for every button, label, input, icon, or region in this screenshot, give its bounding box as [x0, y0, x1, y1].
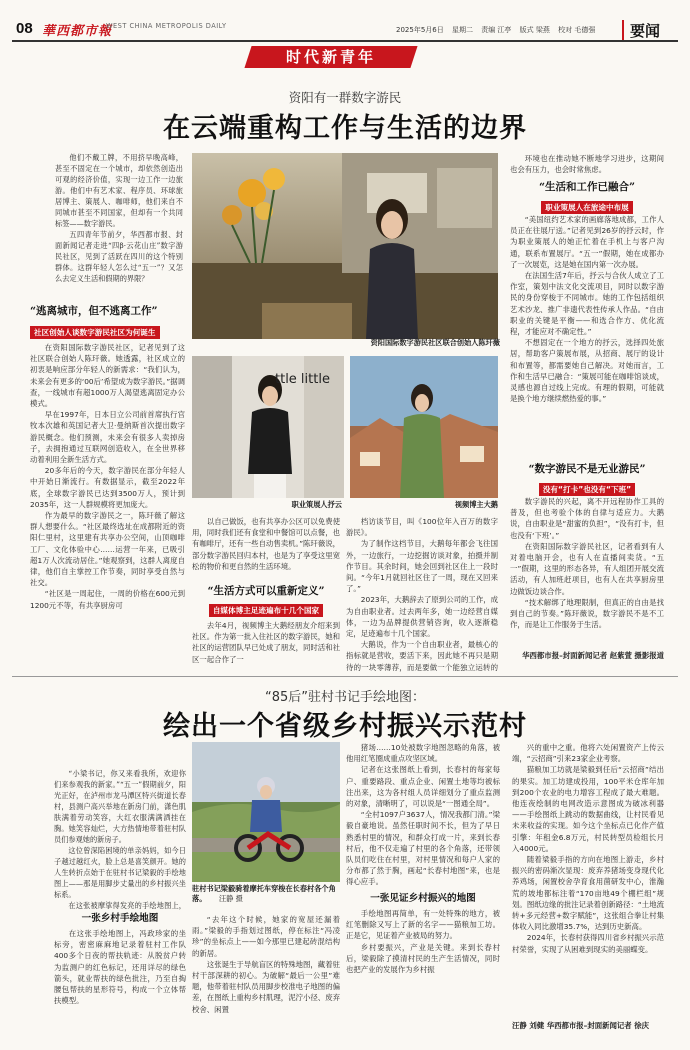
- paragraph: “社区是一周起住，一周的价格在600元到1200元不等，有共享厨房可: [30, 589, 185, 610]
- story1-lead: [55, 152, 183, 304]
- paragraph: 以自己做饭，也有共享办公区可以免费使用，同时我们还有食堂和中餐馆可以点餐，也有咖啡厅，还有一些自动售卖机。”陈玕薇说，部分数字游民回归本村，也是为了享受这里宽松的物价和更自然的生活环境。: [192, 517, 340, 571]
- curator-photo-sign: ttle little: [275, 372, 330, 387]
- story2-column-3-cont: [346, 908, 500, 1040]
- paragraph: 去年4月，视频博主大鹅经朋友介绍来到社区。作为第一批入住社区的数字游民，她和社区的运营团队早已处成了朋友，同时活和社区一起合作了一: [192, 621, 340, 664]
- paragraph: 环境也在推动她不断地学习进步，这期间也会有压力，也会时常焦虑。: [510, 154, 664, 175]
- story1-main-photo: [192, 153, 498, 339]
- editor-credit: 责编 江亭: [481, 26, 512, 34]
- story2-subhead-1: 一张乡村手绘地图: [81, 913, 159, 924]
- story1-tag-2-text: 自媒体博主足迹遍布十几个国家: [209, 604, 323, 617]
- story1-tag-4: [510, 477, 664, 496]
- paragraph: 档访谈节目，叫《100位年入百万的数字游民》。: [346, 517, 498, 538]
- story1-column-4-end: [510, 496, 664, 648]
- paragraph: 不想固定在一个地方的抒云，选择四处旅居，帮助客户策展布展，从招商、展厅的设计和布置等，都需要她自己解决。对她而言，工作和生活早已融合：“策展可能在咖啡馆谈成，灵感也源自过线上完成。有理的假期，可能就是换个地方继续燃热爱的事。”: [510, 338, 664, 404]
- story2-photo-caption: [192, 884, 340, 904]
- story2-photo-illustration: [192, 742, 340, 882]
- story1-column-1: [30, 342, 185, 672]
- issue-weekday: 星期二: [451, 26, 473, 34]
- paragraph: 在法国生活7年后，抒云与合伙人成立了工作室，策划中法文化交流项目，同时以数字游民的身份穿梭于不同城市。她的工作包括组织艺术沙龙、推广非遗代表性传承人作品。“自由职业的关键是平衡——和选合作方、优化流程，才能应对不确定性。”: [510, 271, 664, 337]
- paragraph: 手绘地图再简单，有一处特殊的地方，被红笔删除又写上了新的名字——猫粮加工坊。正是它，见证着产业被局的努力。: [346, 909, 500, 941]
- story2-signature: 汪静 刘健 华西都市报–封面新闻记者 徐庆: [512, 1021, 650, 1030]
- story2-subhead-2: 一张见证乡村振兴的地图: [370, 893, 476, 904]
- paragraph: 在资阳国际数字游民社区，记者见到了这社区联合创始人陈玕薇。她透露，社区成立的初衷是响应部分年轻人的新需求：“我们认为，未来会有更多的‘00后’希望成为数字游民。”据调查，一线城市有超1000万人渴望逃离固定办公模式。: [30, 343, 185, 409]
- story2-column-2: [192, 914, 340, 1040]
- issue-date: 2025年5月6日: [396, 26, 444, 34]
- paragraph: “技术解绑了地理限制，但真正的自由是找到自己的节奏。”陈玕薇说，数字游民不是不工作，而是让工作服务于生活。: [510, 597, 664, 630]
- story2-photo: [192, 742, 340, 882]
- main-photo-illustration: [192, 153, 498, 339]
- story1-kicker: 资阳有一群数字游民: [288, 90, 402, 105]
- paragraph: 20多年后的今天，数字游民在部分年轻人中开始日渐流行。有数据显示，截至2022年底，全球数字游民已达到3500万人，预计到2035年，这一人群规模将更加庞大。: [30, 466, 185, 509]
- story2-lead-p1: “小梁书记，你又来看我所，欢迎你们来参观我的新家。”“五一”假期前夕，阳光正好，在泸州市龙马潭区特兴街道长春村，县测户高兴举地在新房门前，潇色肌肤满着劳动笑容，大红衣服满满洒挂在胸。她笑容灿烂，大方热情地带着驻村队员们参观她的新房子。: [54, 769, 186, 844]
- story1-subhead-1: “逃离城市，但不逃离工作”: [30, 305, 158, 317]
- paragraph: 在这张手绘地图上，冯政珍家的坐标旁，密密麻麻地记录着驻村工作队400多个日夜的帮扶轨迹：从脱贫户转为监测户的红色标记，还用详尽的绿色箭头，就业帮扶的绿色批注，乃至自掏腰包帮扶的星形符号，构成一个立体帮扶模型。: [54, 929, 186, 1006]
- story-divider: [12, 676, 678, 677]
- curator-photo-caption: 职业策展人抒云: [291, 500, 342, 509]
- main-photo-caption: 资阳国际数字游民社区联合创始人陈玕薇: [370, 338, 500, 347]
- section-banner: 时代新青年: [285, 48, 376, 66]
- page-number: 08: [16, 20, 33, 37]
- story1-lead-p1: 他们不戴工牌，不用挤早晚高峰，甚至不固定在一个城市，却依然创造出可观的经济价值，实现一边工作一边旅游。他们中有艺术家、程序员、环球旅居博主、策展人、咖啡师，他们来自不同城市甚至不同国家，但却有一个共同标签——数字游民。: [55, 153, 183, 228]
- story2-kicker: “85后”驻村书记手绘地图：: [264, 690, 425, 705]
- story1-column-4-cont: [510, 214, 664, 460]
- story1-column-4: [510, 153, 664, 177]
- blogger-photo-illustration: [350, 356, 498, 498]
- paper-logo: 華西都市報: [42, 24, 113, 39]
- paper-english-name: WEST CHINA METROPOLIS DAILY: [106, 22, 227, 30]
- paragraph: 猪场……10处被数字地图忽略的角落，被他用红笔圈成重点攻坚区域。: [346, 743, 500, 764]
- story1-lead-p2: 五四青年节前夕，华西都市报、封面新闻记者走进“四β·云花山庄”数字游民社区，见到了活跃在四川的这个特别群体。这群年轻人怎么过“五一”？又怎么去定义生活和假期的界限？: [55, 230, 183, 283]
- story2-column-3: [346, 742, 500, 890]
- story1-subhead-3: “生活和工作已融合”: [538, 181, 636, 193]
- story2-lead-p3: 在这张被摩挲得发亮的手绘地图上，: [68, 901, 186, 910]
- story2-column-4: [512, 742, 664, 1018]
- paragraph: 大鹅说，作为一个自由职业者，最核心的指标就是营收，要活下来，因此她不再只是期待的一块零薄荐，而是要做一个能独立运转的: [346, 640, 498, 672]
- story1-column-2: [192, 516, 340, 580]
- story1-tag-4-text: 没有“打卡”也没有“下班”: [539, 483, 635, 496]
- header-rule: [12, 40, 678, 42]
- blogger-photo-caption: 视频博主大鹅: [454, 500, 498, 509]
- paragraph: 早在1997年，日本日立公司前首席执行官牧本次雄和英国记者大卫·曼纳斯首次提出数字游民概念。他们预测，未来会有很多人卖掉房子，去拥抱通过互联网创造收入，在全世界移动着利用全新生活方式。: [30, 410, 185, 465]
- paragraph: “去年这个时候，她家的宽屋还漏着雨。”梁毅的手指划过图纸，停在标注“冯凌珍”的坐标点上——如今那里已建起砖混结构的新居。: [192, 915, 340, 958]
- story1-tag-1: [30, 320, 185, 339]
- story2-lead-p2: 这位曾深陷困境的单亲妈妈，如今日子越过越红火，脸上总是喜笑颜开。她的人生转折点始于在驻村书记梁毅的手绘地图上——那是用脚步丈量出的乡村振兴坐标系。: [54, 846, 186, 899]
- story1-tag-3: [510, 195, 664, 214]
- header-info: [396, 25, 601, 35]
- paragraph: “全村1097户3637人，情况我都门清。”梁毅自豪地说。虽然任职时间不长，但为了早日熟悉村里的情况，和群众打成一片，来到长春村后，他不仅走遍了村里的各个角落，还带领队员们吃住在村里，对村里情况和每户人家的分布都了然于胸，画起“长春村地图”来，也是得心应手。: [346, 810, 500, 887]
- story2-photo-credit: 汪静 摄: [218, 894, 243, 903]
- designer-credit: 版式 梁燕: [519, 26, 550, 34]
- paragraph: 这张诞生于导航盲区的特殊地图，藏着驻村干部深耕的初心。为破解“最后一公里”难题，他带着驻村队员用脚步校准电子地图的偏差，在图纸上重构乡村肌理，泥泞小径、废弃校舍、闲置: [192, 959, 340, 1014]
- story2-column-1: [54, 928, 186, 1040]
- paragraph: 作为最早的数字游民之一，陈玕薇了解这群人想要什么。“社区最终选址在成都附近的资阳仁里村，这里建有共享办公空间，山顶咖啡工厂、文化体验中心……运营一年来，已吸引超1万人次流动居住。”她观察到，这群人离度自律，他们自主掌控工作节奏，同时享受自然与社交。: [30, 511, 185, 588]
- paragraph: 兴的重中之重。他将六处闲置资产上传云端，“云招商”引来23家企业考察。: [512, 743, 664, 764]
- paragraph: 乡村要振兴，产业是关键。来到长春村后，梁毅除了摸清村民的生产生活情况，同时也把产业的发展作为乡村振: [346, 942, 500, 975]
- section-name: 要闻: [622, 20, 660, 41]
- story1-subhead-4: “数字游民不是无业游民”: [528, 463, 646, 475]
- story1-tag-1-text: 社区创始人谈数字游民社区为何诞生: [30, 326, 160, 339]
- paragraph: 猫粮加工坊就是梁毅到任后“云招商”结出的果实。加工坊建成投用，100平米仓库年加到200个农业的电力增容工程成了最大难题。他连夜绘制的电网改造示意图成为破冰利器——手绘图纸上跳动的数据曲线，让村民看见未来收益的实现。如今这个坐标点已化作产值引擎：年租金6.8万元，村民转型员检组长月入4000元。: [512, 765, 664, 853]
- story1-headline: 在云端重构工作与生活的边界: [163, 113, 527, 144]
- story1-photo-blogger: [350, 356, 498, 498]
- story2-lead: [54, 768, 186, 910]
- paragraph: “美国纽约艺术家的画廊落地成都，工作人员正在往展厅送。”记者见到26岁的抒云时，作为职业策展人的她正忙着在手机上与客户沟通，联系布置展厅。“五一”假期，她在成都办了一次展览，这是她在国内第一次办展。: [510, 215, 664, 269]
- story1-column-3: [346, 516, 498, 672]
- story1-column-2-cont: [192, 620, 340, 672]
- proofreader-credit: 校对 毛德强: [558, 26, 596, 34]
- paragraph: 数字游民的兴起，离不开远程协作工具的普及，但也考验个体的自律与适应力。大鹅说，自由职业是“甜蜜的负担”，“没有打卡，但也没有‘下班’。”: [510, 497, 664, 540]
- paragraph: 记者在这张图纸上看到，长春村的每家每户、重要路段、重点企业、闲置土地等均被标注出来，这为各村组人员详细划分了重点监测的对象，清晰明了，可以说是“一图通全局”。: [346, 765, 500, 809]
- story2-photo-caption-text: 驻村书记梁毅骑着摩托车穿梭在长春村各个角落。: [192, 884, 336, 903]
- story2-headline: 绘出一个省级乡村振兴示范村: [163, 711, 527, 742]
- story1-signature: 华西都市报–封面新闻记者 赵紫萱 摄影报道: [522, 651, 664, 660]
- story1-tag-2: [192, 598, 340, 617]
- paragraph: 随着梁毅手指的方向在地图上游走，乡村振兴的密码渐次显现：废弃养猪场变身现代化养鸡场，闲置校舍孕育食用菌研发中心，淮瀚荒的坡地都标注着“170亩地49个棚栏组”规划。图纸边缘的批注记录着创新路径：“土地流转+多元经营+数字赋能”，这张组合拳让村集体收入同比激增35.7%，达到历史新高。: [512, 855, 664, 932]
- story1-tag-3-text: 职业策展人在旅途中布展: [541, 201, 633, 214]
- paragraph: 在资阳国际数字游民社区，记者看到有人对着电脑开会，也有人在直播间卖货。“五一”假期，这里的形态各异，有人组团开展交流活动，有人加班赶项目，也有人在共享厨房里边做饭边谈合作。: [510, 541, 664, 596]
- paragraph: 为了制作这档节目，大鹅每年都会飞往国外，一边旅行，一边挖掘访谈对象，拍摄并制作节目。其余时间，她会回到社区住上一段时间。“今年1月就回社区住了一周，现在又回来了。”: [346, 539, 498, 594]
- story1-subhead-2: “生活方式可以重新定义”: [207, 585, 325, 597]
- paragraph: 2024年，长春村获得四川省乡村振兴示范村荣誉，实现了从困难到现实的美丽蝶变。: [512, 933, 664, 954]
- paragraph: 2023年，大鹅辞去了原到公司的工作，成为自由职业者。过去两年多，她一边经营自媒体，一边为品牌提供营销咨询，收入逐渐稳定，足迹遍布十几个国家。: [346, 595, 498, 639]
